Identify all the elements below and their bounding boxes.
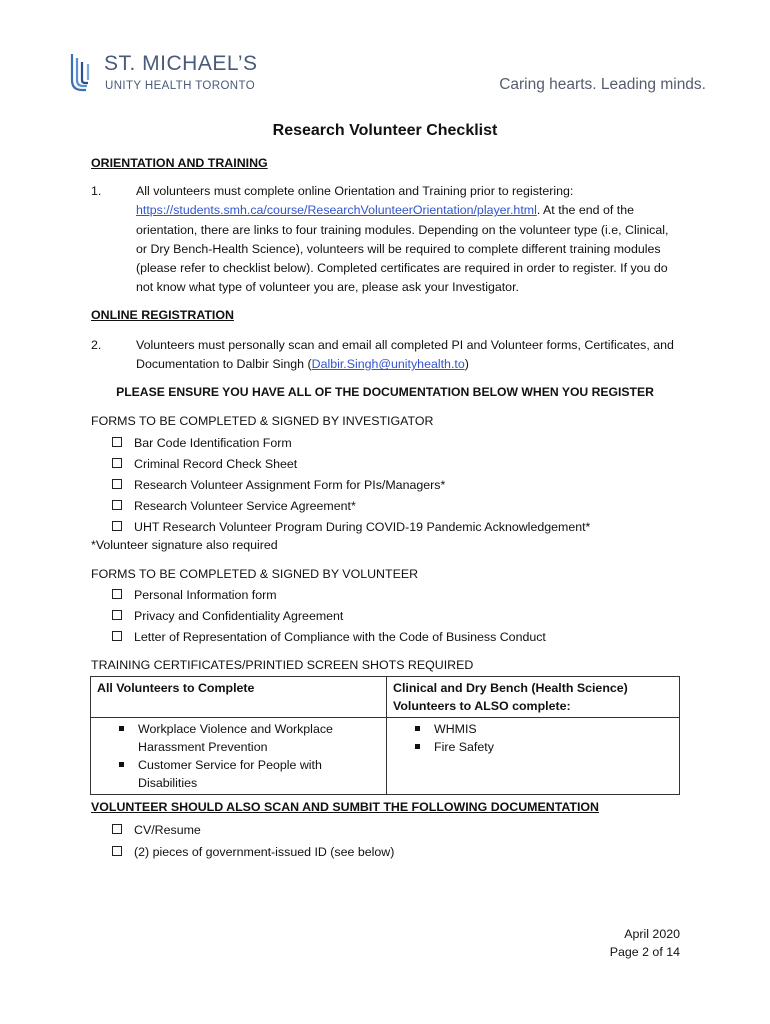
checkbox[interactable] — [112, 500, 122, 510]
logo-name: ST. MICHAEL’S — [104, 52, 258, 75]
checkbox[interactable] — [112, 846, 122, 856]
checkbox[interactable] — [112, 589, 122, 599]
orientation-text-1: All volunteers must complete online Orientation and Training prior to registering: — [136, 184, 574, 198]
registration-text-1: Volunteers must personally scan and email all completed PI and Volunteer forms, Certificates, and Documentation to Dalbir Singh ( — [136, 338, 674, 372]
bullet-icon — [415, 726, 420, 731]
documentation-heading: VOLUNTEER SHOULD ALSO SCAN AND SUMBIT THE FOLLOWING DOCUMENTATION — [91, 800, 599, 814]
orientation-paragraph — [136, 182, 676, 298]
signature-note: *Volunteer signature also required — [91, 538, 278, 552]
bullet-icon — [119, 762, 124, 767]
registration-paragraph — [136, 336, 676, 375]
checklist-item[interactable]: Criminal Record Check Sheet — [112, 457, 297, 471]
checkbox[interactable] — [112, 521, 122, 531]
table-header-clinical: Clinical and Dry Bench (Health Science) Volunteers to ALSO complete: — [387, 677, 680, 718]
email-link[interactable]: Dalbir.Singh@unityhealth.to — [311, 357, 465, 372]
volunteer-forms-heading: FORMS TO BE COMPLETED & SIGNED BY VOLUNTEER — [91, 567, 419, 581]
checkbox[interactable] — [112, 458, 122, 468]
orientation-heading: ORIENTATION AND TRAINING — [91, 156, 268, 170]
checkbox[interactable] — [112, 437, 122, 447]
tagline: Caring hearts. Leading minds. — [499, 76, 706, 93]
list-item: Customer Service for People with Disabilities — [119, 756, 380, 792]
logo-subtitle: UNITY HEALTH TORONTO — [105, 80, 256, 92]
checklist-item[interactable]: Research Volunteer Assignment Form for PIs/Managers* — [112, 478, 445, 492]
list-item: WHMIS — [415, 720, 673, 738]
registration-heading: ONLINE REGISTRATION — [91, 308, 234, 322]
ensure-notice: PLEASE ENSURE YOU HAVE ALL OF THE DOCUMENTATION BELOW WHEN YOU REGISTER — [116, 385, 654, 399]
checkbox[interactable] — [112, 631, 122, 641]
table-cell-clinical-items — [387, 718, 680, 795]
footer-date: April 2020 — [624, 927, 680, 941]
investigator-forms-heading: FORMS TO BE COMPLETED & SIGNED BY INVESTIGATOR — [91, 414, 434, 428]
table-header-all: All Volunteers to Complete — [91, 677, 387, 718]
orientation-text-2: . At the end of the orientation, there are links to four training modules. Depending on the volunteer type (i.e, Clinical, or Dry Bench-Health Science), volunteers will be required to complete different training modules (please refer to checklist below). Completed certificates are required in order to register. If you do not know what type of volunteer you are, please ask your Investigator. — [136, 203, 669, 295]
registration-text-2: ) — [464, 357, 469, 372]
checkbox[interactable] — [112, 824, 122, 834]
training-heading: TRAINING CERTIFICATES/PRINTIED SCREEN SHOTS REQUIRED — [91, 658, 474, 672]
page-title: Research Volunteer Checklist — [272, 122, 498, 139]
checkbox[interactable] — [112, 479, 122, 489]
checklist-item[interactable]: Research Volunteer Service Agreement* — [112, 499, 356, 513]
checklist-item[interactable]: UHT Research Volunteer Program During COVID-19 Pandemic Acknowledgement* — [112, 520, 590, 534]
list-item: Workplace Violence and Workplace Harassment Prevention — [119, 720, 380, 756]
checklist-item[interactable]: CV/Resume — [112, 823, 201, 837]
registration-number: 2. — [91, 338, 102, 352]
checklist-item[interactable]: Privacy and Confidentiality Agreement — [112, 609, 343, 623]
checklist-item[interactable]: Bar Code Identification Form — [112, 436, 292, 450]
table-cell-all-items — [91, 718, 387, 795]
checklist-item[interactable]: Letter of Representation of Compliance with the Code of Business Conduct — [112, 630, 546, 644]
orientation-number: 1. — [91, 184, 102, 198]
checkbox[interactable] — [112, 610, 122, 620]
page-number: Page 2 of 14 — [609, 945, 680, 959]
checklist-item[interactable]: (2) pieces of government-issued ID (see below) — [112, 845, 394, 859]
list-item: Fire Safety — [415, 738, 673, 756]
checklist-item[interactable]: Personal Information form — [112, 588, 277, 602]
orientation-link[interactable]: https://students.smh.ca/course/ResearchVolunteerOrientation/player.html — [136, 203, 537, 218]
training-table — [90, 676, 680, 795]
bullet-icon — [415, 744, 420, 749]
logo-mark-icon — [68, 50, 102, 94]
hospital-logo — [68, 50, 268, 98]
bullet-icon — [119, 726, 124, 731]
